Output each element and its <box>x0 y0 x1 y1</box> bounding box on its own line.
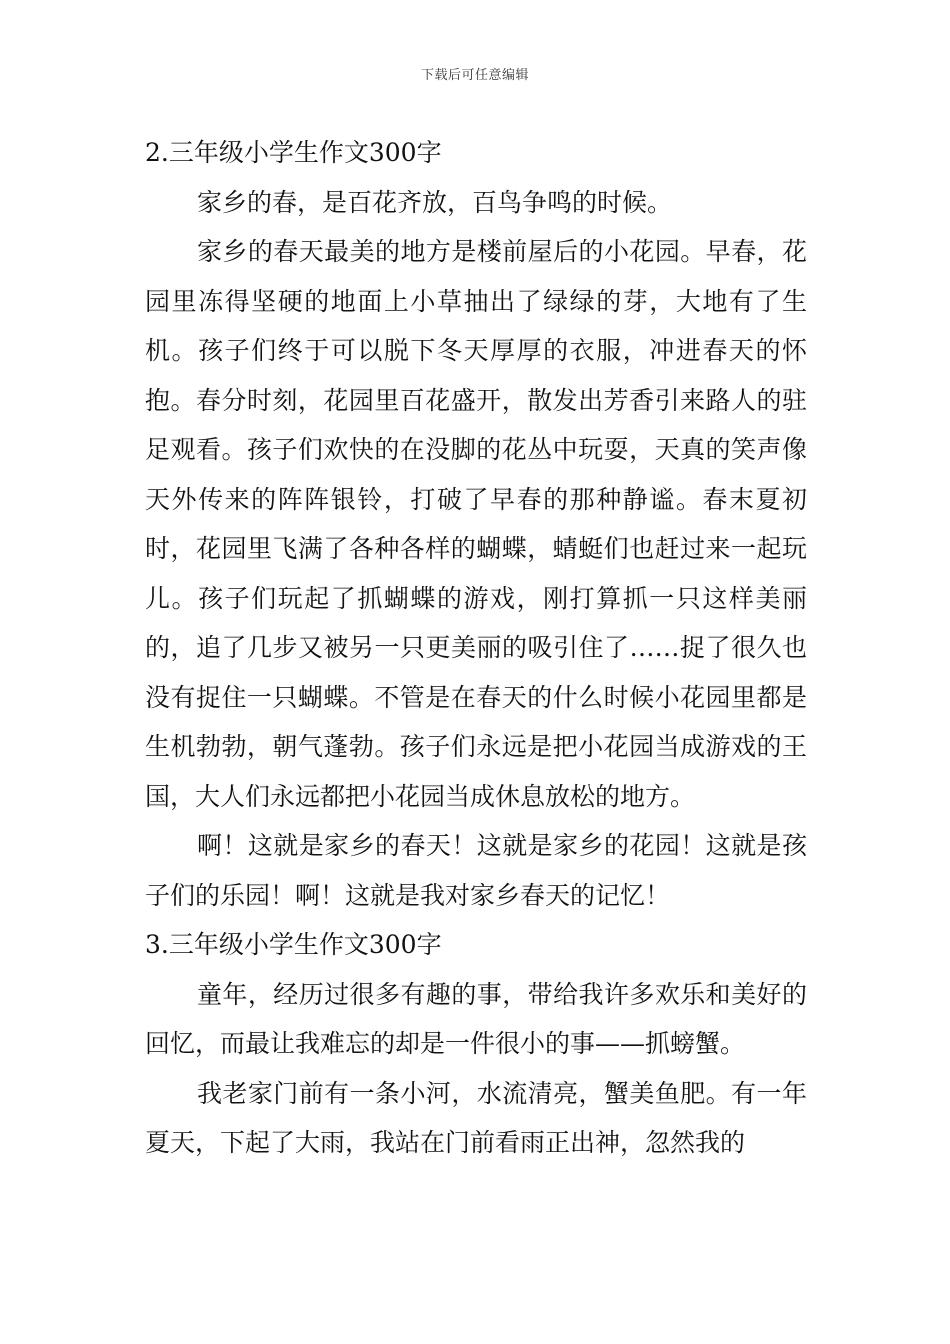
section-heading: 3.三年级小学生作文300字 <box>145 930 442 959</box>
page-header-note: 下载后可任意编辑 <box>420 68 529 83</box>
paragraph: 啊！这就是家乡的春天！这就是家乡的花园！这就是孩子们的乐园！啊！这就是我对家乡春天的记忆！ <box>145 831 807 910</box>
paragraph: 家乡的春天最美的地方是楼前屋后的小花园。早春，花园里冻得坚硬的地面上小草抽出了绿绿的芽，大地有了生机。孩子们终于可以脱下冬天厚厚的衣服，冲进春天的怀抱。春分时刻，花园里百花盛开，散发出芳香引来路人的驻足观看。孩子们欢快的在没脚的花丛中玩耍，天真的笑声像天外传来的阵阵银铃，打破了早春的那种静谧。春末夏初时，花园里飞满了各种各样的蝴蝶，蜻蜓们也赶过来一起玩儿。孩子们玩起了抓蝴蝶的游戏，刚打算抓一只这样美丽的，追了几步又被另一只更美丽的吸引住了……捉了很久也没有捉住一只蝴蝶。不管是在春天的什么时候小花园里都是生机勃勃，朝气蓬勃。孩子们永远是把小花园当成游戏的王国，大人们永远都把小花园当成休息放松的地方。 <box>145 237 807 811</box>
paragraph: 家乡的春，是百花齐放，百鸟争鸣的时候。 <box>197 187 673 217</box>
essay-section-3 <box>145 920 807 1168</box>
essay-section-2 <box>145 128 807 920</box>
paragraph: 我老家门前有一条小河，水流清亮，蟹美鱼肥。有一年夏天，下起了大雨，我站在门前看雨正出神，忽然我的 <box>145 1078 807 1157</box>
section-heading: 2.三年级小学生作文300字 <box>145 138 442 167</box>
document-body <box>145 128 807 1168</box>
paragraph: 童年，经历过很多有趣的事，带给我许多欢乐和美好的回忆，而最让我难忘的却是一件很小的事——抓螃蟹。 <box>145 979 807 1058</box>
